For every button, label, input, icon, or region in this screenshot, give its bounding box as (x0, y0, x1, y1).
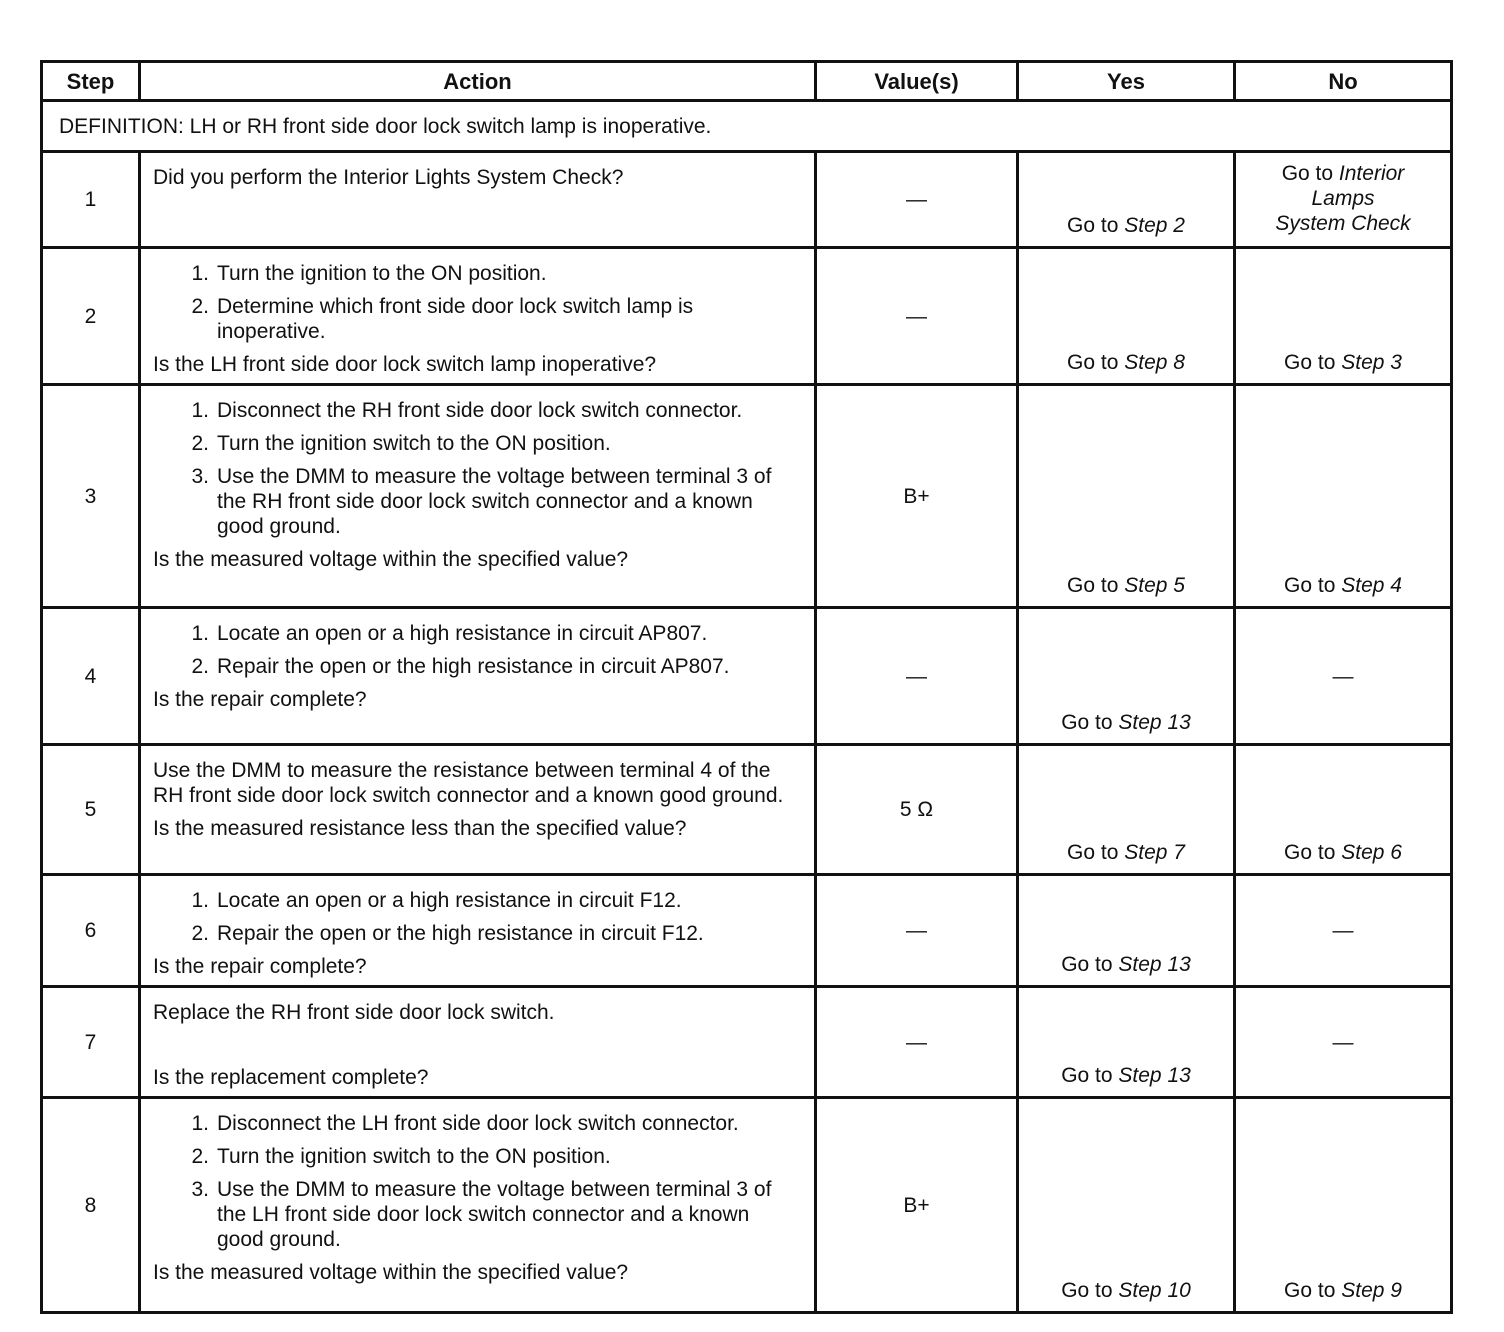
item-number: 1. (191, 622, 209, 645)
go-to-label: Go to (1061, 1279, 1113, 1302)
action-cell (140, 608, 816, 745)
action-question: Is the repair complete? (153, 955, 367, 978)
yes-cell (1018, 385, 1235, 608)
no-cell (1235, 385, 1452, 608)
list-item (153, 398, 804, 423)
yes-cell (1018, 248, 1235, 385)
diagnostic-table (40, 60, 1453, 1314)
table-row (42, 987, 1452, 1098)
list-item (153, 888, 804, 913)
item-text: Use the DMM to measure the voltage between terminal 3 of the LH front side door lock switch connector and a known good ground. (217, 1178, 772, 1251)
item-number: 2. (191, 655, 209, 678)
go-to-label: Go to (1067, 841, 1119, 864)
yes-cell (1018, 987, 1235, 1098)
yes-target: Step 13 (1118, 711, 1191, 734)
no-target: Step 9 (1341, 1279, 1402, 1302)
no-cell: — (1235, 875, 1452, 987)
item-text: Locate an open or a high resistance in circuit AP807. (217, 622, 708, 645)
value-cell: — (816, 152, 1018, 248)
no-target-line1: Interior (1338, 162, 1405, 185)
no-cell: — (1235, 987, 1452, 1098)
action-paragraph: Did you perform the Interior Lights System Check? (153, 166, 624, 189)
action-cell (140, 152, 816, 248)
yes-target: Step 13 (1118, 953, 1191, 976)
go-to-label: Go to (1281, 162, 1334, 185)
item-number: 3. (191, 1178, 209, 1201)
table-row (42, 608, 1452, 745)
yes-cell (1018, 745, 1235, 875)
item-text: Repair the open or the high resistance in circuit F12. (217, 922, 704, 945)
item-text: Repair the open or the high resistance in circuit AP807. (217, 655, 730, 678)
action-list (153, 888, 804, 946)
item-text: Turn the ignition switch to the ON position. (217, 1145, 611, 1168)
item-text: Turn the ignition to the ON position. (217, 262, 547, 285)
action-cell (140, 875, 816, 987)
action-question: Is the measured voltage within the specified value? (153, 1261, 629, 1284)
action-cell (140, 385, 816, 608)
table-row (42, 248, 1452, 385)
yes-target: Step 2 (1124, 214, 1185, 237)
list-item (153, 1111, 804, 1136)
table-row (42, 745, 1452, 875)
go-to-label: Go to (1284, 1279, 1336, 1302)
header-action: Action (140, 62, 816, 101)
action-list (153, 261, 804, 344)
action-question: Is the replacement complete? (153, 1066, 429, 1089)
list-item (153, 261, 804, 286)
action-list (153, 1111, 804, 1252)
go-to-label: Go to (1284, 574, 1336, 597)
value-cell: B+ (816, 1098, 1018, 1313)
no-cell (1235, 248, 1452, 385)
step-number: 5 (42, 745, 140, 875)
list-item (153, 621, 804, 646)
action-paragraph: Use the DMM to measure the resistance between terminal 4 of the RH front side door lock switch connector and a known good ground. (153, 759, 784, 807)
header-row (42, 62, 1452, 101)
item-text: Determine which front side door lock switch lamp is inoperative. (217, 295, 694, 343)
go-to-label: Go to (1061, 953, 1113, 976)
no-cell (1235, 745, 1452, 875)
step-number: 7 (42, 987, 140, 1098)
value-cell: — (816, 875, 1018, 987)
step-number: 3 (42, 385, 140, 608)
step-number: 2 (42, 248, 140, 385)
item-text: Disconnect the RH front side door lock switch connector. (217, 399, 743, 422)
table-row (42, 385, 1452, 608)
list-item (153, 654, 804, 679)
value-cell: — (816, 248, 1018, 385)
no-target-line2: Lamps (1311, 187, 1375, 210)
list-item (153, 1177, 804, 1252)
item-text: Turn the ignition switch to the ON position. (217, 432, 611, 455)
yes-cell (1018, 152, 1235, 248)
no-cell (1235, 152, 1452, 248)
action-question: Is the measured voltage within the specified value? (153, 548, 629, 571)
step-number: 6 (42, 875, 140, 987)
action-list (153, 398, 804, 539)
yes-target: Step 10 (1118, 1279, 1191, 1302)
item-number: 2. (191, 922, 209, 945)
header-values: Value(s) (816, 62, 1018, 101)
go-to-label: Go to (1067, 574, 1119, 597)
definition-text: DEFINITION: LH or RH front side door lock switch lamp is inoperative. (42, 101, 1452, 152)
action-cell (140, 745, 816, 875)
list-item (153, 294, 804, 344)
definition-row (42, 101, 1452, 152)
no-target: Step 3 (1341, 351, 1402, 374)
action-cell (140, 1098, 816, 1313)
item-number: 1. (191, 889, 209, 912)
item-text: Disconnect the LH front side door lock switch connector. (217, 1112, 739, 1135)
action-cell (140, 987, 816, 1098)
item-number: 1. (191, 1112, 209, 1135)
list-item (153, 431, 804, 456)
action-cell (140, 248, 816, 385)
action-question: Is the measured resistance less than the specified value? (153, 817, 687, 840)
go-to-label: Go to (1067, 214, 1119, 237)
step-number: 8 (42, 1098, 140, 1313)
value-cell: — (816, 608, 1018, 745)
no-cell (1235, 1098, 1452, 1313)
table-row (42, 1098, 1452, 1313)
item-number: 2. (191, 295, 209, 318)
go-to-label: Go to (1284, 841, 1336, 864)
item-number: 2. (191, 432, 209, 455)
go-to-label: Go to (1284, 351, 1336, 374)
header-step: Step (42, 62, 140, 101)
action-list (153, 621, 804, 679)
item-text: Use the DMM to measure the voltage between terminal 3 of the RH front side door lock switch connector and a known good ground. (217, 465, 772, 538)
action-question: Is the repair complete? (153, 688, 367, 711)
item-number: 2. (191, 1145, 209, 1168)
go-to-label: Go to (1061, 711, 1113, 734)
yes-cell (1018, 608, 1235, 745)
list-item (153, 464, 804, 539)
table-row (42, 875, 1452, 987)
yes-cell (1018, 1098, 1235, 1313)
item-number: 1. (191, 262, 209, 285)
action-question: Is the LH front side door lock switch lamp inoperative? (153, 353, 657, 376)
item-number: 1. (191, 399, 209, 422)
item-number: 3. (191, 465, 209, 488)
table-row (42, 152, 1452, 248)
no-cell: — (1235, 608, 1452, 745)
value-cell: 5 Ω (816, 745, 1018, 875)
yes-target: Step 8 (1124, 351, 1185, 374)
go-to-label: Go to (1061, 1064, 1113, 1087)
no-target: Step 6 (1341, 841, 1402, 864)
header-no: No (1235, 62, 1452, 101)
go-to-label: Go to (1067, 351, 1119, 374)
list-item (153, 1144, 804, 1169)
item-text: Locate an open or a high resistance in circuit F12. (217, 889, 682, 912)
yes-cell (1018, 875, 1235, 987)
yes-target: Step 5 (1124, 574, 1185, 597)
step-number: 1 (42, 152, 140, 248)
list-item (153, 921, 804, 946)
action-paragraph: Replace the RH front side door lock switch. (153, 1001, 555, 1024)
yes-target: Step 7 (1124, 841, 1185, 864)
value-cell: — (816, 987, 1018, 1098)
no-target: Step 4 (1341, 574, 1402, 597)
yes-target: Step 13 (1118, 1064, 1191, 1087)
value-cell: B+ (816, 385, 1018, 608)
step-number: 4 (42, 608, 140, 745)
no-target-line3: System Check (1275, 212, 1411, 235)
header-yes: Yes (1018, 62, 1235, 101)
